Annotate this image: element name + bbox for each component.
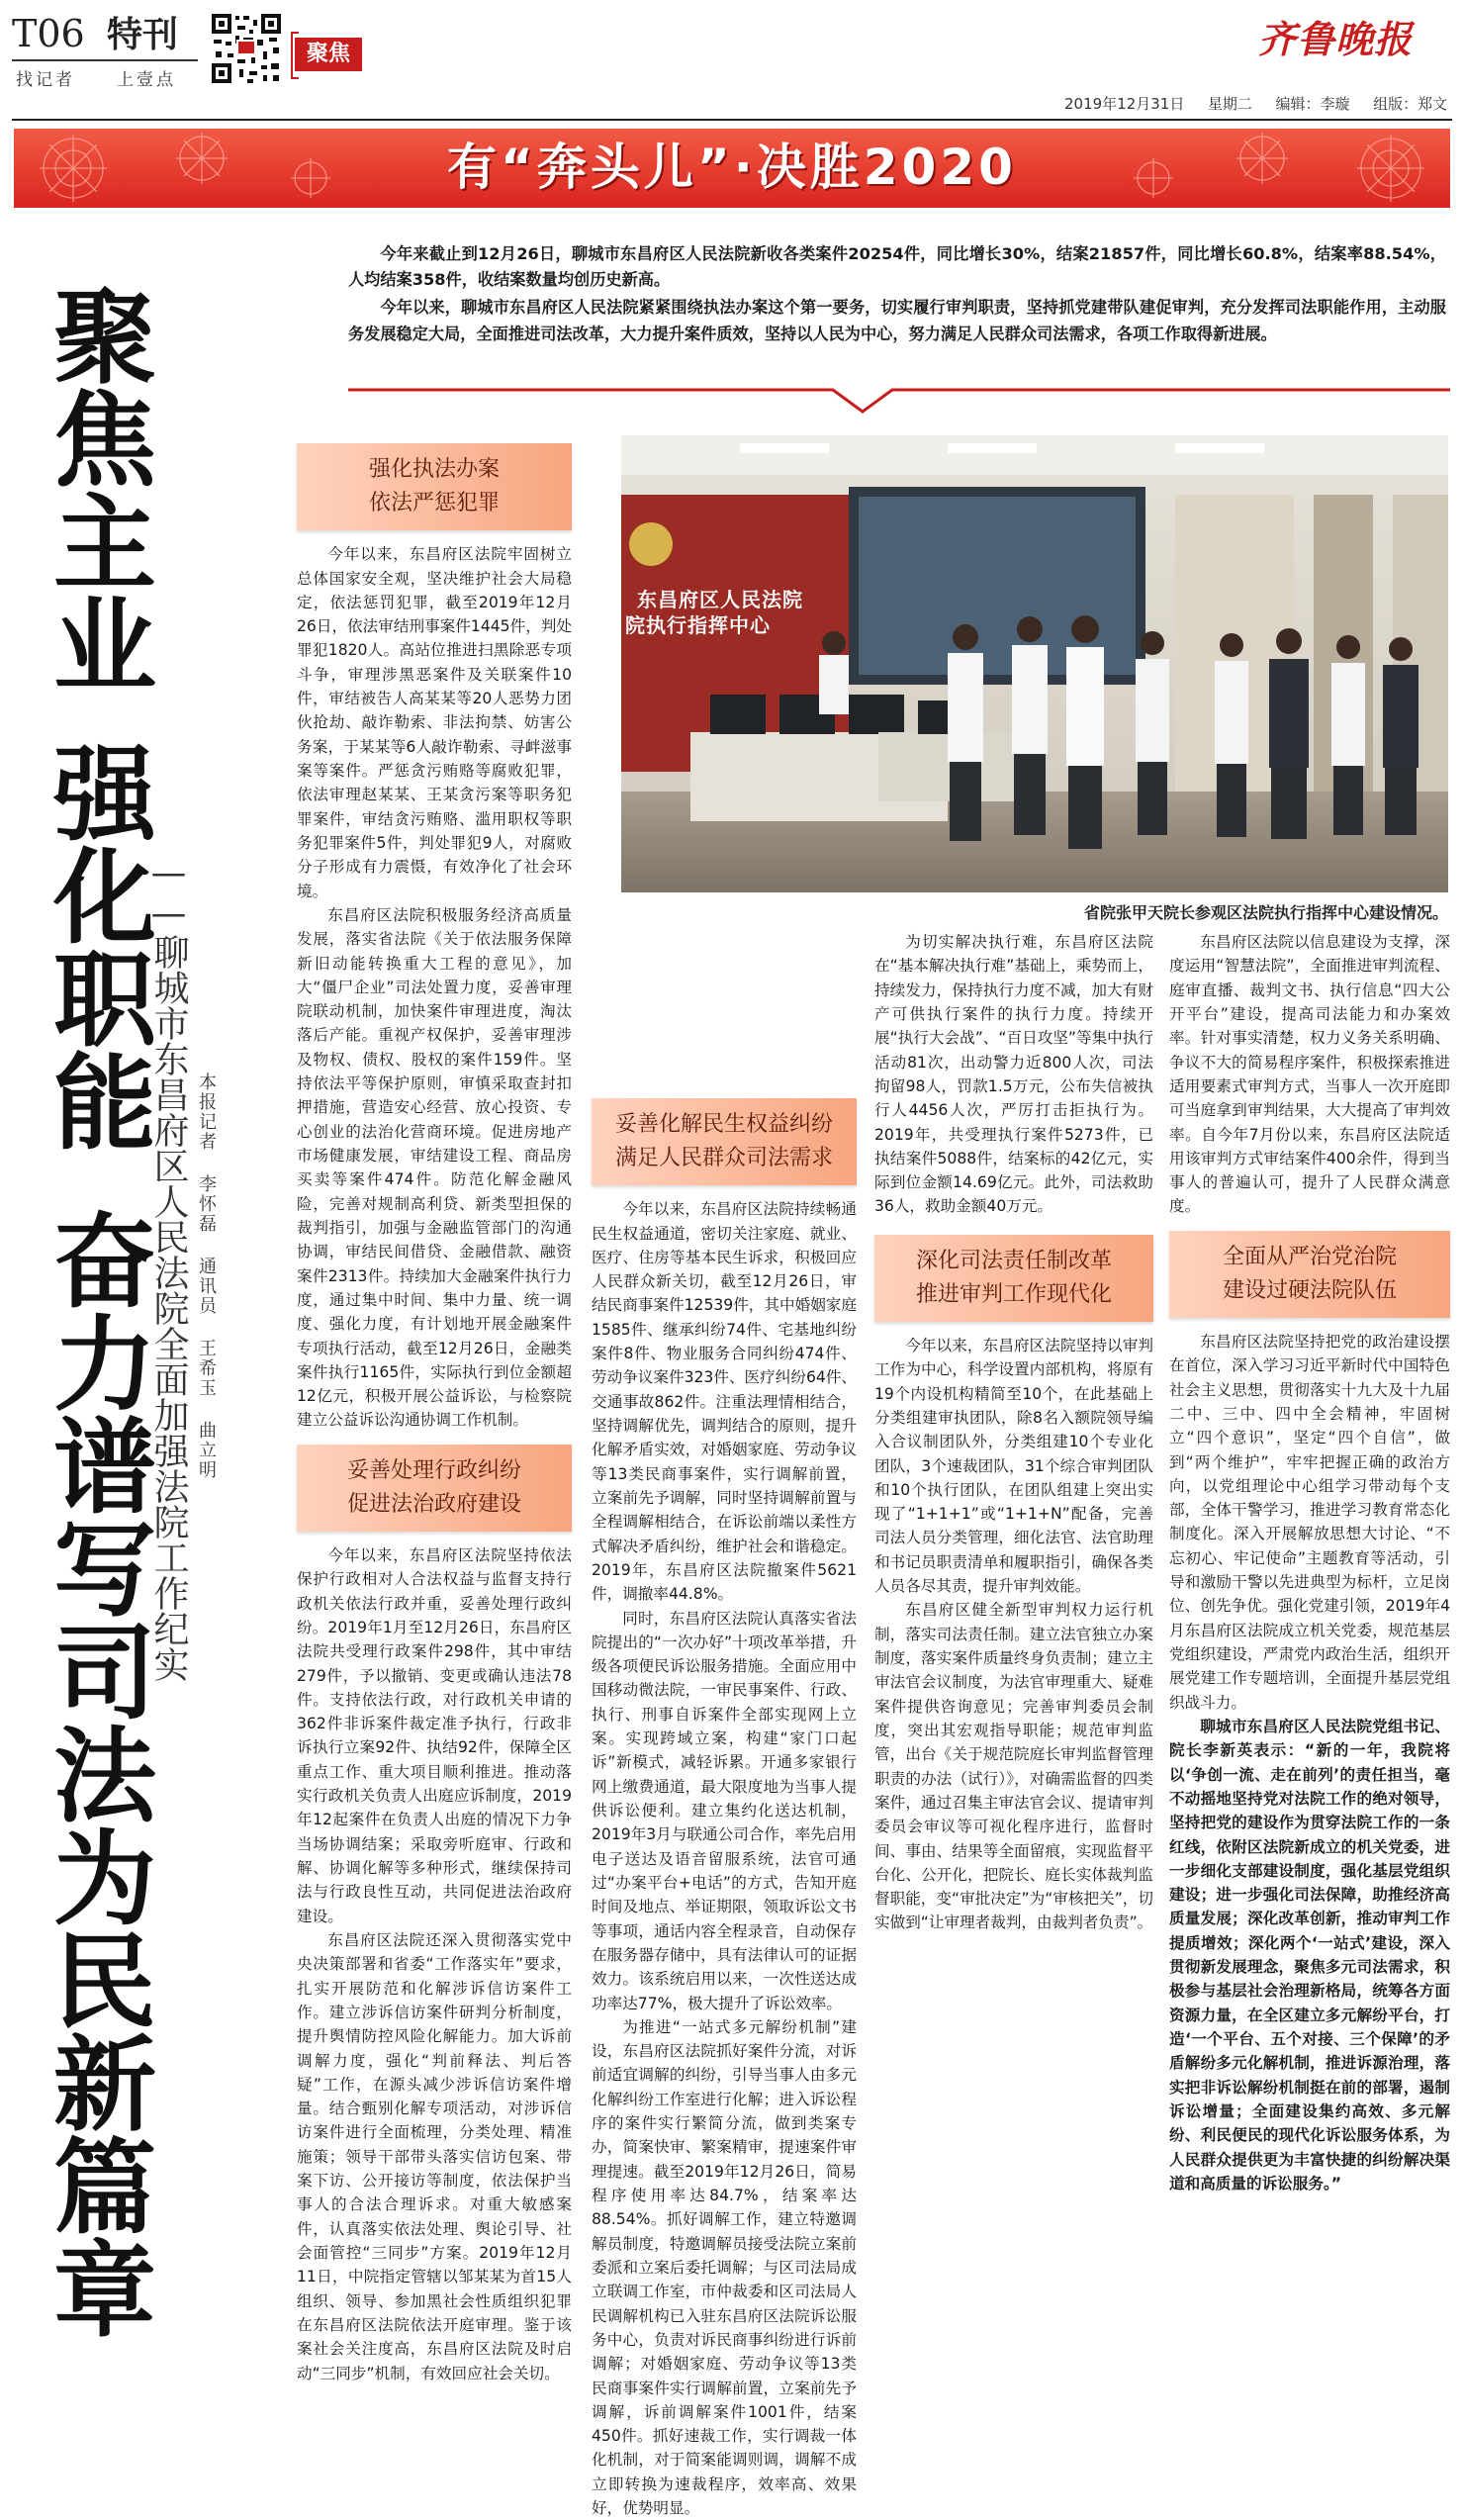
article-3-paragraph-4: 为切实解决执行难，东昌府区法院在“基本解决执行难”基础上，乘势而上，持续发力，保持执行力度不减，加大有财产可供执行案件的执行力度。持续开展“执行大会战”、“百日攻坚”等集中执行活动81次，出动警力近800人次，司法拘留98人，罚款1.5万元，公布失信被执行人4456人次，严厉打击拒执行为。2019年，共受理执行案件5273件，已执结案件5088件，结案标的42亿元，实际到位金额14.69亿元。此外，司法救助36人，救助金额40万元。 <box>874 933 1153 1216</box>
column-1 <box>297 439 572 2382</box>
column-2 <box>592 930 857 2518</box>
subhead-party-line-2: 建设过硬法院队伍 <box>1222 1277 1397 1303</box>
article-5-paragraph-1: 东昌府区法院坚持把党的政治建设摆在首位，深入学习习近平新时代中国特色社会主义思想，贯彻落实十九大及十九届二中、三中、四中全会精神，牢固树立“四个意识”，坚定“四个自信”，做到“两个维护”，牢牢把握正确的政治方向，以党组理论中心组学习带动每个支部，全体干警学习，推进学习教育常态化制度化。深入开展解放思想大讨论、“不忘初心、牢记使命”主题教育等活动，引导和激励干警以先进典型为标杆，立足岗位、创先争优。强化党建引领，2019年4月东昌府区法院成立机关党委，规范基层党组织建设，严肃党内政治生活，组织开展党建工作专题培训，全面提升基层党组织战斗力。 <box>1169 1332 1450 1712</box>
subhead-party-line-1: 全面从严治党治院 <box>1222 1244 1397 1269</box>
slogan-left: 找记者 <box>16 70 75 90</box>
subhead-enforcement-line-2: 依法严惩犯罪 <box>368 491 500 516</box>
lead-paragraph-2: 今年以来，聊城市东昌府区人民法院紧紧围绕执法办案这个第一要务，切实履行审判职责，坚持抓党建带队建促审判，充分发挥司法职能作用，主动服务发展稳定大局，全面推进司法改革，大力提升案件质效，坚持以人民为中心，努力满足人民群众司法需求，各项工作取得新进展。 <box>348 298 1446 343</box>
lead-paragraph-1: 今年来截止到12月26日，聊城市东昌府区人民法院新收各类案件20254件，同比增长30%，结案21857件，同比增长60.8%，结案率88.54%，人均结案358件，收结案数量均创历史新高。 <box>348 244 1446 290</box>
editor-credit: 编辑：李璇 <box>1275 95 1350 113</box>
article-2-paragraph-1: 今年以来，东昌府区法院坚持依法保护行政相对人合法权益与监督支持行政机关依法行政并重，妥善处理行政纠纷。2019年1月至12月26日，东昌府区法院共受理行政案件298件，其中审结279件，予以撤销、变更或确认违法78件。支持依法行政，对行政机关申请的362件非诉案件裁定准予执行，行政非诉执行立案92件、执结92件，保障全区重点工作、重大项目顺利推进。推动落实行政机关负责人出庭应诉制度，2019年12起案件在负责人出庭的情况下力争当场协调结案；采取旁听庭审、行政和解、协调化解等多种形式，继续保持司法与行政良性互动，共同促进法治政府建设。 <box>297 1545 572 1925</box>
date-line <box>1064 93 1447 114</box>
byline: 本报记者 李怀磊 通讯员 王希玉 曲立明 <box>196 1073 217 1480</box>
subhead-reform <box>874 1235 1153 1322</box>
qr-code-icon <box>210 12 283 85</box>
subhead-reform-line-2: 推进审判工作现代化 <box>915 1281 1112 1307</box>
article-3-paragraph-2: 同时，东昌府区法院认真落实省法院提出的“一次办好”十项改革举措，升级各项便民诉讼服务措施。全面应用中国移动微法院，一审民事案件、行政、执行、刑事自诉案件全部实现网上立案。实现跨域立案，构建“家门口起诉”新模式，减轻诉累。开通多家银行网上缴费通道，最大限度地为当事人提供诉讼便利。建立集约化送达机制，2019年3月与联通公司合作，率先启用电子送达及语音留服系统，法官可通过“办案平台+电话”的方式，告知开庭时间及地点、举证期限，领取诉讼文书等事项，通话内容全程录音，自动保存在服务器存储中，具有法律认可的证据效力。该系统启用以来，一次性送达成功率达77%，极大提升了诉讼效率。 <box>592 1609 857 2012</box>
banner-title: 有“奔头儿”·决胜2020 <box>447 139 1017 196</box>
headline-main-2: 强化职能 <box>36 740 156 1152</box>
headline-subtitle: ——聊城市东昌府区人民法院全面加强法院工作纪实 <box>148 853 189 1682</box>
slogan-right: 上壹点 <box>117 70 176 90</box>
issue-date: 2019年12月31日 <box>1064 95 1185 113</box>
article-3-paragraph-1: 今年以来，东昌府区法院持续畅通民生权益通道，密切关注家庭、就业、医疗、住房等基本民生诉求，积极回应人民群众新关切，截至12月26日，审结民商事案件12539件，其中婚姻家庭1585件、继承纠纷74件、宅基地纠纷案件8件、物业服务合同纠纷474件、劳动争议案件323件、医疗纠纷64件、交通事故862件。注重法理情相结合，坚持调解优先，调判结合的原则，提升化解矛盾实效，对婚姻家庭、劳动争议等13类民商事案件，实行调解前置，立案前先予调解，同时坚持调解前置与全程调解相结合，在诉讼前端以柔性方式解决矛盾纠纷，维护社会和谐稳定。2019年，东昌府区法院撤案件5621件，调撤率44.8%。 <box>592 1200 857 1604</box>
subhead-administrative <box>297 1445 572 1532</box>
subhead-livelihood-line-1: 妥善化解民生权益纠纷 <box>614 1112 833 1137</box>
subhead-enforcement-line-1: 强化执法办案 <box>368 457 500 482</box>
header-rule <box>12 59 198 61</box>
chevron-divider <box>348 374 1450 416</box>
article-1-paragraph-1: 今年以来，东昌府区法院牢固树立总体国家安全观，坚决维护社会大局稳定，依法惩罚犯罪，截至2019年12月26日，依法审结刑事案件1445件，判处罪犯1820人。高站位推进扫黑除恶专项斗争，审理涉黑恶案件及关联案件10件，审结被告人高某某等20人恶势力团伙抢劫、敲诈勒索、非法拘禁、妨害公务案，于某某等6人敲诈勒索、寻衅滋事案等案件。严惩贪污贿赂等腐败犯罪，依法审理赵某某、王某贪污案等职务犯罪案件，审结贪污贿赂、滥用职权等职务犯罪案件5件，判处罪犯9人，对腐败分子形成有力震慑，有效净化了社会环境。 <box>297 545 572 900</box>
column-3 <box>874 930 1153 2353</box>
lead-block <box>348 241 1446 347</box>
article-5-paragraph-2: 聊城市东昌府区人民法院党组书记、院长李新英表示：“新的一年，我院将以‘争创一流、走在前列’的责任担当，毫不动摇地坚持党对法院工作的绝对领导，坚持把党的建设作为贯穿法院工作的一条红线，依附区法院新成立的机关党委，进一步细化支部建设制度，强化基层党组织建设；进一步强化司法保障，助推经济高质量发展；深化改革创新，推动审判工作提质增效；深化两个‘一站式’建设，深入贯彻新发展理念，聚焦多元司法需求，积极参与基层社会治理新格局，统筹各方面资源力量，在全区建立多元解纷平台，打造‘一个平台、五个对接、三个保障’的矛盾解纷多元化解机制，推进诉源治理，落实把非诉讼解纷机制挺在前的部署，遏制诉讼增量；全面建设集约高效、多元解纷、利民便民的现代化诉讼服务体系，为人民群众提供更为丰富快捷的纠纷解决渠道和高质量的诉讼服务。” <box>1169 1717 1450 2193</box>
masthead-logo: 齐鲁晚报 <box>1258 17 1414 61</box>
subhead-livelihood-line-2: 满足人民群众司法需求 <box>614 1146 833 1171</box>
layout-credit: 组版：郑文 <box>1373 95 1448 113</box>
page-number: T06 <box>12 12 85 55</box>
photo-sign-line-2: 院执行指挥中心 <box>625 613 771 637</box>
article-2-paragraph-2: 东昌府区法院还深入贯彻落实党中央决策部署和省委“工作落实年”要求，扎实开展防范和化解涉诉信访案件工作。建立涉诉信访案件研判分析制度，提升舆情防控风险化解能力。加大诉前调解力度，强化“判前释法、判后答疑”工作，在源头减少涉诉信访案件增量。结合甄别化解专项活动，对涉诉信访案件进行全面梳理，分类处理、精准施策；领导干部带头落实信访包案、带案下访、公开接访等制度，依法保护当事人的合法合理诉求。对重大敏感案件，认真落实依法处理、舆论引导、社会面管控“三同步”方案。2019年12月11日，中院指定管辖以邹某某为首15人组织、领导、参加黑社会性质组织犯罪在东昌府区法院依法开庭审理。鉴于该案社会关注度高，东昌府区法院及时启动“三同步”机制，有效回应社会关切。 <box>297 1930 572 2382</box>
article-4-paragraph-3: 东昌府区法院以信息建设为支撑，深度运用“智慧法院”，全面推进审判流程、庭审直播、裁判文书、执行信息“四大公开平台”建设，提高司法能力和办案效率。针对事实清楚，权力义务关系明确、争议不大的简易程序案件，积极探索推进适用要素式审判方式，当事人一次开庭即可当庭拿到审判结果，大大提高了审判效率。自今年7月份以来，东昌府区法院适用该审判方式审结案件400余件，得到当事人的普遍认可，提升了人民群众满意度。 <box>1169 933 1450 1216</box>
subhead-livelihood <box>592 1098 857 1185</box>
section-tag <box>295 38 362 71</box>
news-photo <box>621 435 1448 892</box>
column-4 <box>1169 930 1450 2353</box>
header-divider <box>12 119 1452 121</box>
article-3-paragraph-3: 为推进“一站式多元解纷机制”建设，东昌府区法院抓好案件分流，对诉前适宜调解的纠纷，引导当事人由多元化解纠纷工作室进行化解；进入诉讼程序的案件实行繁简分流，做到类案专办，简案快审、繁案精审，提速案件审理提速。截至2019年12月26日，简易程序使用率达84.7%，结案率达88.54%。抓好调解工作，建立特邀调解员制度，特邀调解员接受法院立案前委派和立案后委托调解；与区司法局成立联调工作室，市仲裁委和区司法局人民调解机构已入驻东昌府区法院诉讼服务中心，负责对诉民商事纠纷进行诉前调解；对婚姻家庭、劳动争议等13类民商事案件实行调解前置，立案前先予调解，诉前调解案件1001件，结案450件。抓好速裁工作，实行调裁一体化机制，对于简案能调则调，调解不成立即转换为速裁程序，效率高、效果好，优势明显。 <box>592 2017 857 2518</box>
tag-bracket <box>291 32 299 79</box>
subhead-administrative-line-2: 促进法治政府建设 <box>346 1491 521 1517</box>
article-1-paragraph-2: 东昌府区法院积极服务经济高质量发展，落实省法院《关于依法服务保障新旧动能转换重大工程的意见》，加大“僵尸企业”司法处置力度，妥善审理院联动机制，加快案件审理进度，淘汰落后产能。重视产权保护，妥善审理涉及物权、债权、股权的案件159件。坚持依法平等保护原则，审慎采取查封扣押措施，营造安心经营、放心投资、专心创业的法治化营商环境。促进房地产市场健康发展，审结建设工程、商品房买卖等案件474件。防范化解金融风险，完善对规制高利贷、新类型担保的裁判指引，加强与金融监管部门的沟通协调，审结民间借贷、金融借款、融资案件2313件。持续加大金融案件执行力度，通过集中时间、集中力量、统一调度、强化力度，有计划地开展金融案件专项执行活动，截至12月26日，金融类案件执行1165件，实际执行到位金额超12亿元，积极开展公益诉讼，与检察院建立公益诉讼沟通协调工作机制。 <box>297 905 572 1430</box>
article-4-paragraph-1: 今年以来，东昌府区法院坚持以审判工作为中心，科学设置内部机构，将原有19个内设机构精简至10个，在此基础上分类组建审执团队，除8名入额院领导编入合议制团队外，分类组建10个专业化团队，3个速裁团队，31个综合审判团队和10个执行团队，在团队组建上突出实现了“1+1+1”或“1+1+N”配备，完善司法人员分类管理，细化法官、法官助理和书记员职责清单和履职指引，确保各类人员各尽其责，提升审判效能。 <box>874 1336 1153 1596</box>
photo-caption: 省院张甲天院长参观区法院执行指挥中心建设情况。 <box>1083 903 1448 922</box>
issue-weekday: 星期二 <box>1207 95 1252 113</box>
section-tag-label: 聚焦 <box>306 42 350 66</box>
banner <box>14 129 1450 208</box>
subhead-reform-line-1: 深化司法责任制改革 <box>915 1248 1112 1273</box>
subhead-administrative-line-1: 妥善处理行政纠纷 <box>346 1457 521 1483</box>
section-title: 特刊 <box>107 15 179 55</box>
article-4-paragraph-2: 东昌府区健全新型审判权力运行机制，落实司法责任制。建立法官独立办案制度，落实案件质量终身负责制；建立主审法官会议制度，为法官审理重大、疑难案件提供咨询意见；完善审判委员会制度，突出其宏观指导职能；规范审判监管，出台《关于规范院庭长审判监督管理职责的办法（试行）》，对确需监督的四类案件，通过召集主审法官会议、提请审判委员会审议等可视化程序进行，监督时间、事由、结果等全面留痕，实现监督平台化、公开化，把院长、庭长实体裁判监督职能，变“审批决定”为“审核把关”，切实做到“让审理者裁判，由裁判者负责”。 <box>874 1601 1153 1932</box>
photo-sign-line-1: 东昌府区人民法院 <box>637 588 803 611</box>
headline-main-1: 聚焦主业 <box>36 283 156 695</box>
headline-main-3: 奋力谱写司法为民新篇章 <box>36 1207 156 2339</box>
subhead-party <box>1169 1231 1450 1318</box>
subhead-enforcement <box>297 443 572 530</box>
